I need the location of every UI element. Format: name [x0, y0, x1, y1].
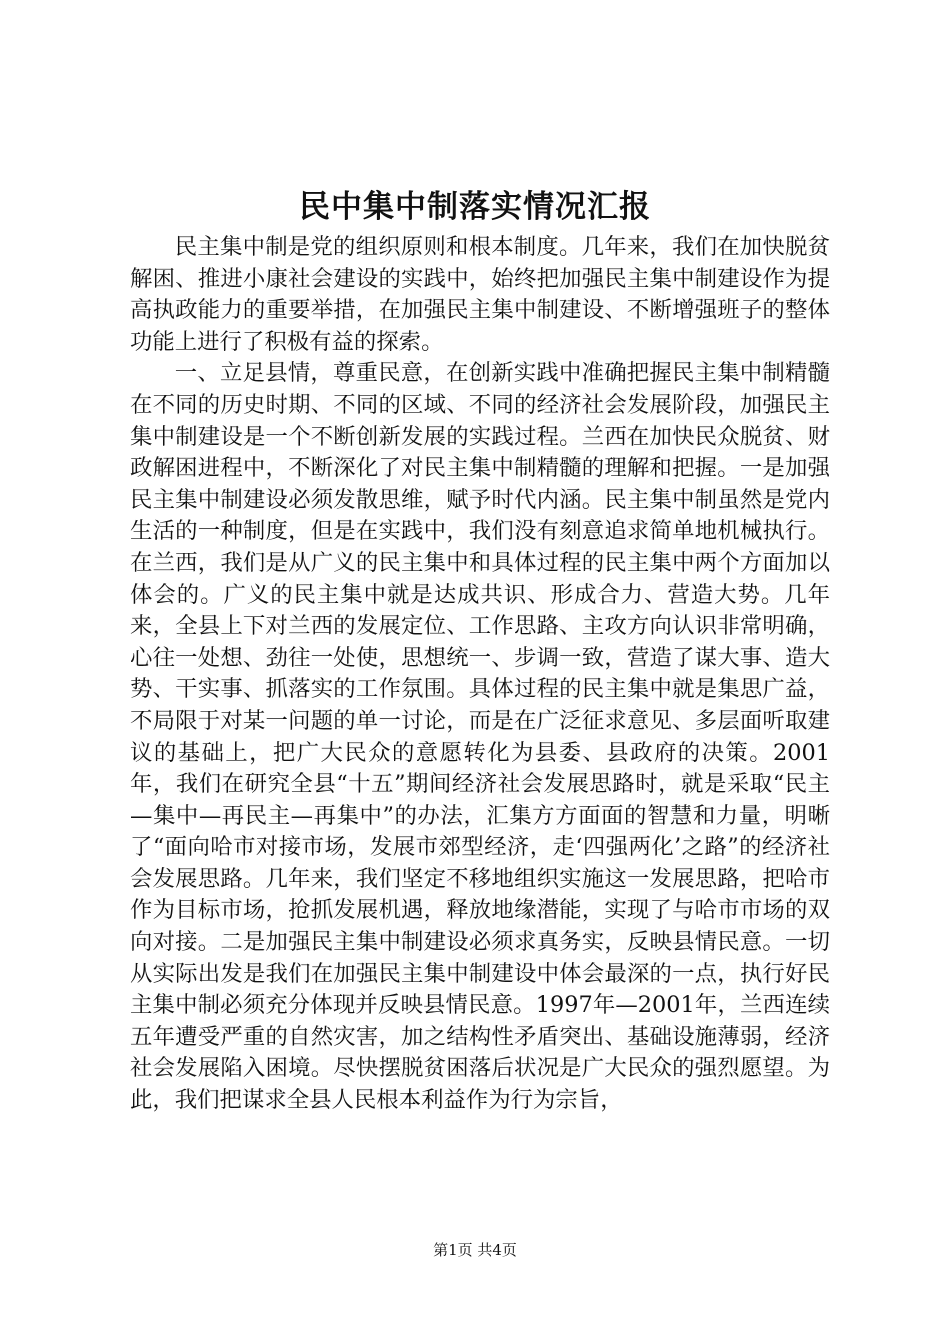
document-body: [130, 232, 830, 1117]
page-footer: 第1页 共4页: [433, 1241, 517, 1259]
document-title: 民中集中制落实情况汇报: [299, 189, 651, 225]
paragraph-section-one: 一、立足县情，尊重民意，在创新实践中准确把握民主集中制精髓在不同的历史时期、不同的区域、不同的经济社会发展阶段，加强民主集中制建设是一个不断创新发展的实践过程。兰西在加快民众脱贫、财政解困进程中，不断深化了对民主集中制精髓的理解和把握。一是加强民主集中制建设必须发散思维，赋予时代内涵。民主集中制虽然是党内生活的一种制度，但是在实践中，我们没有刻意追求简单地机械执行。在兰西，我们是从广义的民主集中和具体过程的民主集中两个方面加以体会的。广义的民主集中就是达成共识、形成合力、营造大势。几年来，全县上下对兰西的发展定位、工作思路、主攻方向认识非常明确，心往一处想、劲往一处使，思想统一、步调一致，营造了谋大事、造大势、干实事、抓落实的工作氛围。具体过程的民主集中就是集思广益，不局限于对某一问题的单一讨论，而是在广泛征求意见、多层面听取建议的基础上，把广大民众的意愿转化为县委、县政府的决策。2001年，我们在研究全县“十五”期间经济社会发展思路时，就是采取“民主—集中—再民主—再集中”的办法，汇集方方面面的智慧和力量，明晰了“面向哈市对接市场，发展市郊型经济，走‘四强两化’之路”的经济社会发展思路。几年来，我们坚定不移地组织实施这一发展思路，把哈市作为目标市场，抢抓发展机遇，释放地缘潜能，实现了与哈市市场的双向对接。二是加强民主集中制建设必须求真务实，反映县情民意。一切从实际出发是我们在加强民主集中制建设中体会最深的一点，执行好民主集中制必须充分体现并反映县情民意。1997年—2001年，兰西连续五年遭受严重的自然灾害，加之结构性矛盾突出、基础设施薄弱，经济社会发展陷入困境。尽快摆脱贫困落后状况是广大民众的强烈愿望。为此，我们把谋求全县人民根本利益作为行为宗旨，: [130, 360, 830, 1114]
paragraph-intro: 民主集中制是党的组织原则和根本制度。几年来，我们在加快脱贫解困、推进小康社会建设的实践中，始终把加强民主集中制建设作为提高执政能力的重要举措，在加强民主集中制建设、不断增强班子的整体功能上进行了积极有益的探索。: [130, 234, 830, 355]
